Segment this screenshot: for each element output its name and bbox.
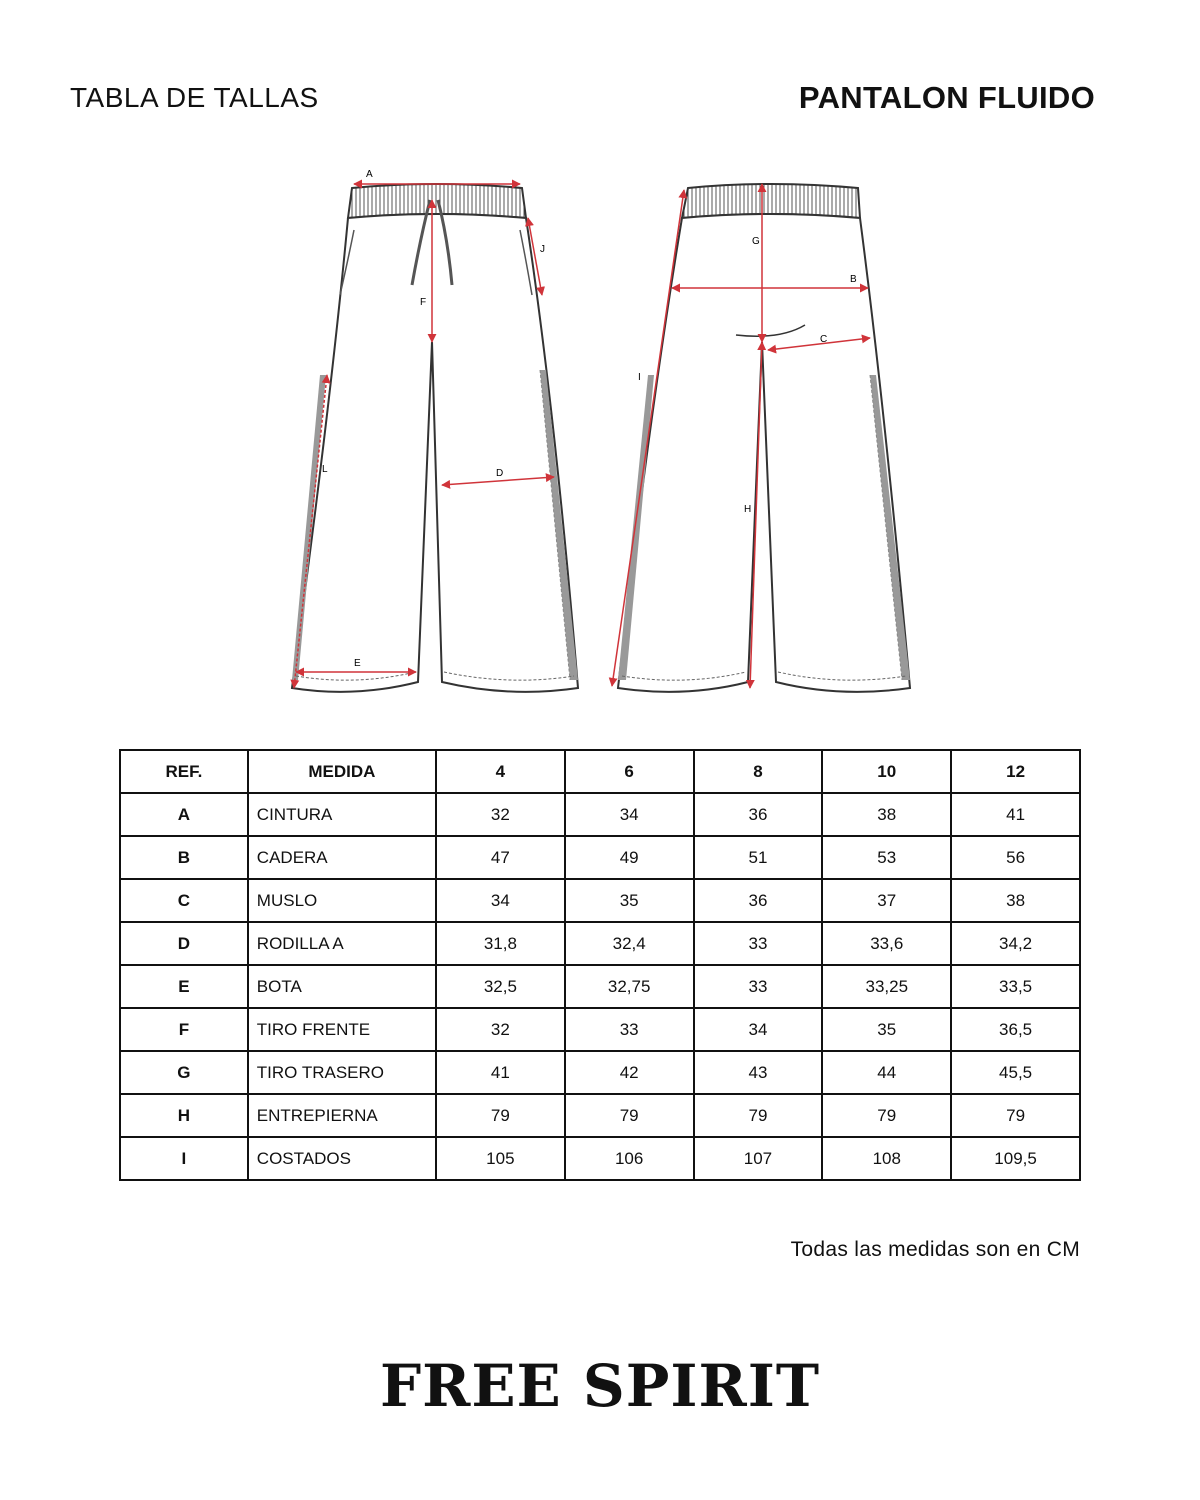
cell-medida: BOTA: [248, 965, 436, 1008]
table-row: [120, 1137, 1080, 1180]
svg-text:A: A: [366, 169, 373, 180]
units-footnote: Todas las medidas son en CM: [790, 1238, 1080, 1261]
cell-ref: C: [120, 879, 248, 922]
svg-text:I: I: [638, 372, 641, 383]
cell-ref: B: [120, 836, 248, 879]
svg-text:D: D: [496, 468, 504, 479]
svg-text:G: G: [752, 236, 760, 247]
cell-value: 108: [822, 1137, 951, 1180]
cell-value: 79: [694, 1094, 823, 1137]
svg-text:B: B: [850, 274, 857, 285]
cell-value: 79: [436, 1094, 565, 1137]
cell-value: 34: [565, 793, 694, 836]
page-title-left: TABLA DE TALLAS: [70, 82, 319, 113]
cell-medida: COSTADOS: [248, 1137, 436, 1180]
cell-value: 35: [565, 879, 694, 922]
front-view: [292, 169, 578, 692]
cell-value: 42: [565, 1051, 694, 1094]
cell-value: 35: [822, 1008, 951, 1051]
cell-value: 33: [565, 1008, 694, 1051]
cell-medida: CADERA: [248, 836, 436, 879]
cell-value: 41: [951, 793, 1080, 836]
cell-value: 34: [436, 879, 565, 922]
header-size-6: 6: [565, 750, 694, 793]
cell-value: 51: [694, 836, 823, 879]
table-row: [120, 1094, 1080, 1137]
cell-medida: CINTURA: [248, 793, 436, 836]
cell-value: 44: [822, 1051, 951, 1094]
cell-ref: D: [120, 922, 248, 965]
back-view: [612, 184, 910, 692]
cell-value: 106: [565, 1137, 694, 1180]
pants-diagram: [270, 160, 930, 700]
cell-value: 45,5: [951, 1051, 1080, 1094]
cell-ref: I: [120, 1137, 248, 1180]
cell-value: 79: [951, 1094, 1080, 1137]
cell-value: 47: [436, 836, 565, 879]
table-header-row: [120, 750, 1080, 793]
header-ref: REF.: [120, 750, 248, 793]
cell-ref: G: [120, 1051, 248, 1094]
cell-value: 36: [694, 879, 823, 922]
cell-ref: F: [120, 1008, 248, 1051]
cell-value: 32,5: [436, 965, 565, 1008]
svg-text:L: L: [322, 464, 328, 475]
header-size-8: 8: [694, 750, 823, 793]
cell-value: 53: [822, 836, 951, 879]
cell-ref: H: [120, 1094, 248, 1137]
cell-ref: E: [120, 965, 248, 1008]
svg-text:C: C: [820, 334, 828, 345]
brand-logo-text: FREE SPIRIT: [379, 1352, 821, 1420]
table-row: [120, 879, 1080, 922]
cell-value: 33,25: [822, 965, 951, 1008]
svg-text:H: H: [744, 504, 752, 515]
table-row: [120, 1008, 1080, 1051]
page-title-right: PANTALON FLUIDO: [798, 80, 1095, 115]
cell-ref: A: [120, 793, 248, 836]
cell-value: 41: [436, 1051, 565, 1094]
table-row: [120, 965, 1080, 1008]
cell-value: 105: [436, 1137, 565, 1180]
cell-value: 49: [565, 836, 694, 879]
size-table: [119, 749, 1081, 1181]
table-row: [120, 793, 1080, 836]
header-size-4: 4: [436, 750, 565, 793]
header-medida: MEDIDA: [248, 750, 436, 793]
cell-value: 34,2: [951, 922, 1080, 965]
cell-value: 33: [694, 965, 823, 1008]
cell-medida: TIRO TRASERO: [248, 1051, 436, 1094]
cell-medida: TIRO FRENTE: [248, 1008, 436, 1051]
header-size-12: 12: [951, 750, 1080, 793]
cell-value: 36,5: [951, 1008, 1080, 1051]
cell-value: 32: [436, 793, 565, 836]
cell-value: 109,5: [951, 1137, 1080, 1180]
cell-medida: MUSLO: [248, 879, 436, 922]
cell-value: 32: [436, 1008, 565, 1051]
cell-value: 34: [694, 1008, 823, 1051]
cell-value: 32,4: [565, 922, 694, 965]
table-row: [120, 922, 1080, 965]
cell-value: 43: [694, 1051, 823, 1094]
table-row: [120, 1051, 1080, 1094]
cell-value: 36: [694, 793, 823, 836]
cell-value: 32,75: [565, 965, 694, 1008]
cell-value: 33: [694, 922, 823, 965]
svg-text:E: E: [354, 658, 361, 669]
cell-value: 56: [951, 836, 1080, 879]
cell-medida: ENTREPIERNA: [248, 1094, 436, 1137]
table-row: [120, 836, 1080, 879]
cell-medida: RODILLA A: [248, 922, 436, 965]
cell-value: 79: [565, 1094, 694, 1137]
cell-value: 37: [822, 879, 951, 922]
cell-value: 33,5: [951, 965, 1080, 1008]
header-size-10: 10: [822, 750, 951, 793]
cell-value: 38: [822, 793, 951, 836]
cell-value: 38: [951, 879, 1080, 922]
svg-text:F: F: [420, 297, 427, 308]
cell-value: 33,6: [822, 922, 951, 965]
cell-value: 79: [822, 1094, 951, 1137]
cell-value: 31,8: [436, 922, 565, 965]
svg-text:J: J: [540, 244, 545, 255]
cell-value: 107: [694, 1137, 823, 1180]
